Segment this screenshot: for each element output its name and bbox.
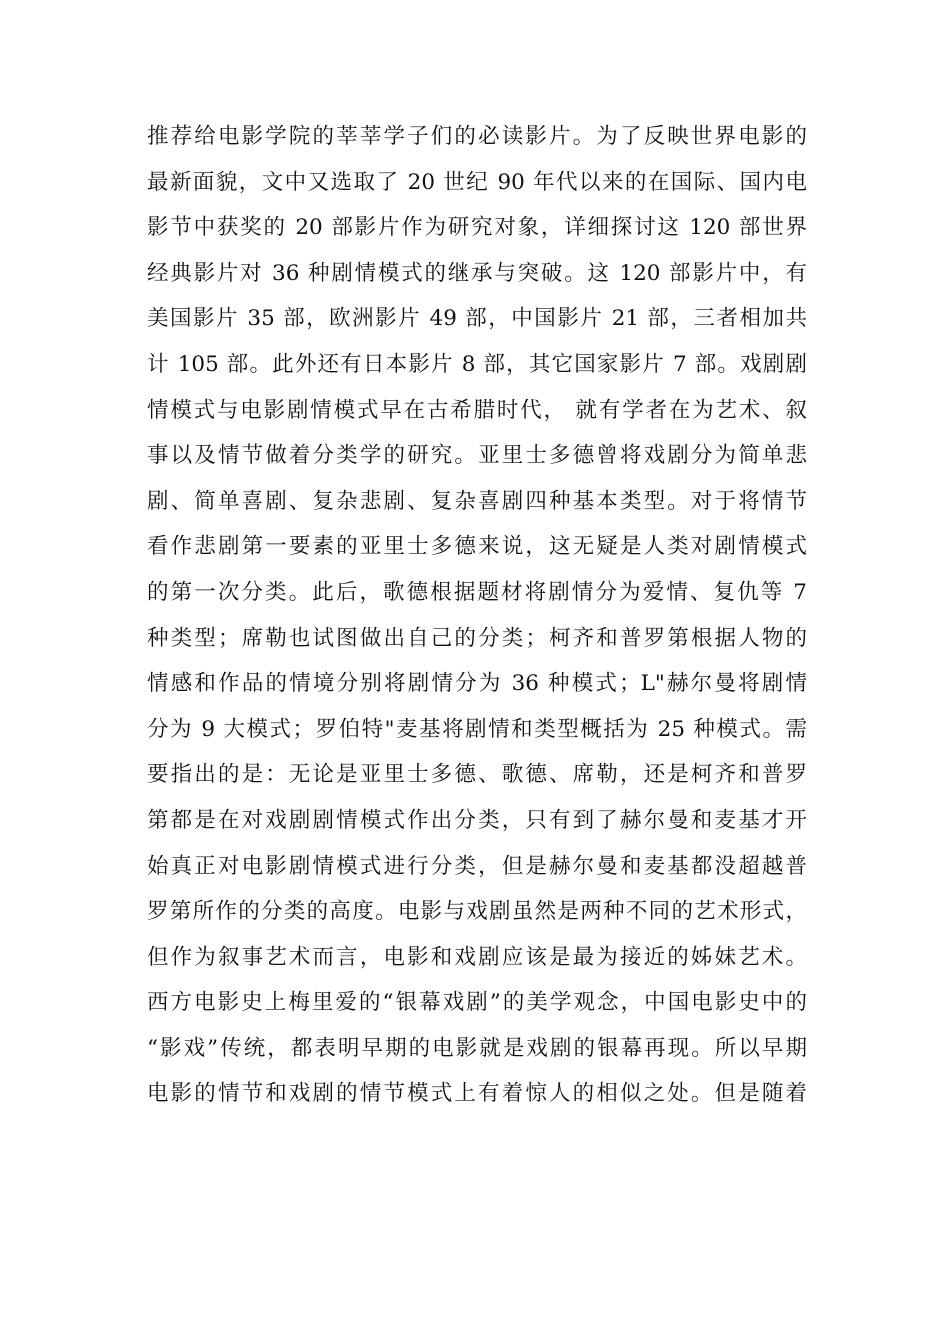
body-text bbox=[147, 114, 807, 1117]
text-line: 西方电影史上梅里爱的“银幕戏剧”的美学观念，中国电影史中的 bbox=[147, 990, 807, 1016]
text-line: 情感和作品的情境分别将剧情分为 36 种模式；L"赫尔曼将剧情 bbox=[147, 671, 807, 697]
text-line: 但作为叙事艺术而言，电影和戏剧应该是最为接近的姊妹艺术。 bbox=[147, 944, 807, 970]
text-line: 电影的情节和戏剧的情节模式上有着惊人的相似之处。但是随着 bbox=[147, 1081, 807, 1107]
text-line: 事以及情节做着分类学的研究。亚里士多德曾将戏剧分为简单悲 bbox=[147, 443, 807, 469]
text-line: 始真正对电影剧情模式进行分类，但是赫尔曼和麦基都没超越普 bbox=[147, 853, 807, 879]
text-line: 的第一次分类。此后，歌德根据题材将剧情分为爱情、复仇等 7 bbox=[147, 579, 807, 605]
text-line: 罗第所作的分类的高度。电影与戏剧虽然是两种不同的艺术形式， bbox=[147, 899, 807, 925]
text-line: 推荐给电影学院的莘莘学子们的必读影片。为了反映世界电影的 bbox=[147, 124, 807, 149]
text-line: 情模式与电影剧情模式早在古希腊时代， 就有学者在为艺术、叙 bbox=[147, 397, 807, 423]
text-line: 看作悲剧第一要素的亚里士多德来说，这无疑是人类对剧情模式 bbox=[147, 534, 807, 560]
text-line: 影节中获奖的 20 部影片作为研究对象，详细探讨这 120 部世界 bbox=[147, 215, 807, 241]
text-line: 种类型；席勒也试图做出自己的分类；柯齐和普罗第根据人物的 bbox=[147, 625, 807, 651]
text-line: 分为 9 大模式；罗伯特"麦基将剧情和类型概括为 25 种模式。需 bbox=[147, 716, 807, 742]
text-line: 美国影片 35 部，欧洲影片 49 部，中国影片 21 部，三者相加共 bbox=[147, 306, 807, 332]
text-line: “影戏”传统，都表明早期的电影就是戏剧的银幕再现。所以早期 bbox=[147, 1035, 807, 1061]
text-line: 最新面貌，文中又选取了 20 世纪 90 年代以来的在国际、国内电 bbox=[147, 169, 807, 195]
text-line: 经典影片对 36 种剧情模式的继承与突破。这 120 部影片中，有 bbox=[147, 260, 807, 286]
text-line: 要指出的是：无论是亚里士多德、歌德、席勒，还是柯齐和普罗 bbox=[147, 762, 807, 788]
text-line: 计 105 部。此外还有日本影片 8 部，其它国家影片 7 部。戏剧剧 bbox=[147, 351, 807, 377]
text-line: 第都是在对戏剧剧情模式作出分类，只有到了赫尔曼和麦基才开 bbox=[147, 807, 807, 833]
text-line: 剧、简单喜剧、复杂悲剧、复杂喜剧四种基本类型。对于将情节 bbox=[147, 488, 807, 514]
